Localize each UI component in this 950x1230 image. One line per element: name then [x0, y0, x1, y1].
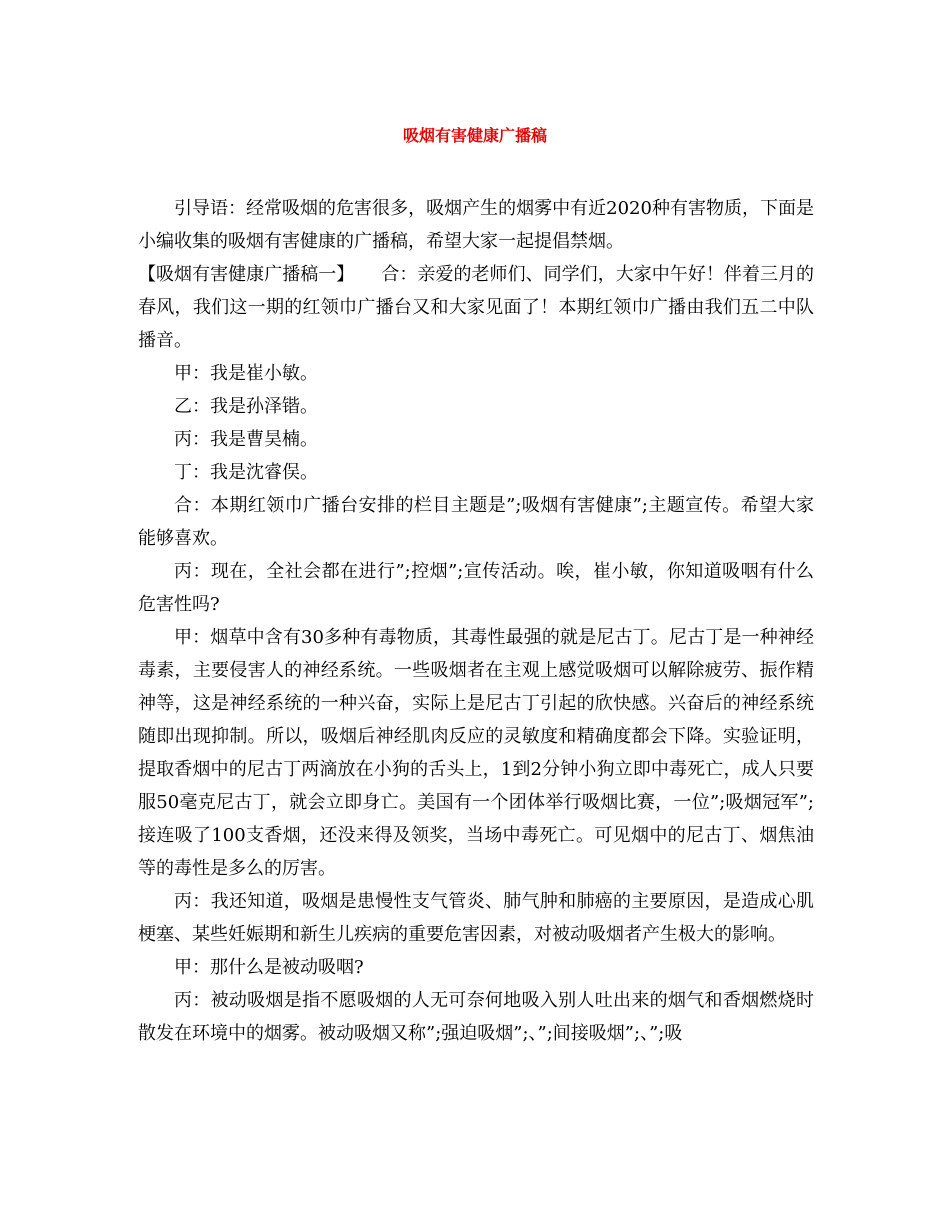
paragraph-dialogue: 丙：现在，全社会都在进行”;控烟”;宣传活动。唉，崔小敏，你知道吸咽有什么危害性吗?: [138, 561, 814, 615]
paragraph-section-heading: 【吸烟有害健康广播稿一】 合：亲爱的老师们、同学们，大家中午好！伴着三月的春风，我们这一期的红领巾广播台又和大家见面了！本期红领巾广播由我们五二中队播音。: [138, 264, 814, 351]
document-body: [138, 192, 814, 1050]
document-title: 吸烟有害健康广播稿: [402, 126, 547, 145]
paragraph-dialogue: 甲：烟草中含有30多种有毒物质，其毒性最强的就是尼古丁。尼古丁是一种神经毒素，主要侵害人的神经系统。一些吸烟者在主观上感觉吸烟可以解除疲劳、振作精神等，这是神经系统的一种兴奋，实际上是尼古丁引起的欣快感。兴奋后的神经系统随即出现抑制。所以，吸烟后神经肌肉反应的灵敏度和精确度都会下降。实验证明，提取香烟中的尼古丁两滴放在小狗的舌头上，1到2分钟小狗立即中毒死亡，成人只要服50毫克尼古丁，就会立即身亡。美国有一个团体举行吸烟比赛，一位”;吸烟冠军”;接连吸了100支香烟，还没来得及领奖，当场中毒死亡。可见烟中的尼古丁、烟焦油等的毒性是多么的厉害。: [138, 627, 814, 879]
paragraph-dialogue: 丙：我是曹昊楠。: [174, 429, 318, 450]
paragraph-dialogue: 甲：那什么是被动吸咽?: [174, 957, 364, 978]
paragraph-dialogue: 甲：我是崔小敏。: [174, 363, 318, 384]
paragraph-dialogue: 丙：我还知道，吸烟是患慢性支气管炎、肺气肿和肺癌的主要原因，是造成心肌梗塞、某些妊娠期和新生儿疾病的重要危害因素，对被动吸烟者产生极大的影响。: [138, 891, 814, 945]
paragraph-dialogue: 乙：我是孙泽锴。: [174, 396, 318, 417]
paragraph-dialogue: 丁：我是沈睿俣。: [174, 462, 318, 483]
paragraph-dialogue: 丙：被动吸烟是指不愿吸烟的人无可奈何地吸入别人吐出来的烟气和香烟燃烧时散发在环境中的烟雾。被动吸烟又称”;强迫吸烟”;、”;间接吸烟”;、”;吸: [138, 990, 814, 1044]
paragraph-intro: 引导语：经常吸烟的危害很多，吸烟产生的烟雾中有近2020种有害物质，下面是小编收集的吸烟有害健康的广播稿，希望大家一起提倡禁烟。: [138, 198, 814, 252]
paragraph-dialogue: 合：本期红领巾广播台安排的栏目主题是”;吸烟有害健康”;主题宣传。希望大家能够喜欢。: [138, 495, 814, 549]
